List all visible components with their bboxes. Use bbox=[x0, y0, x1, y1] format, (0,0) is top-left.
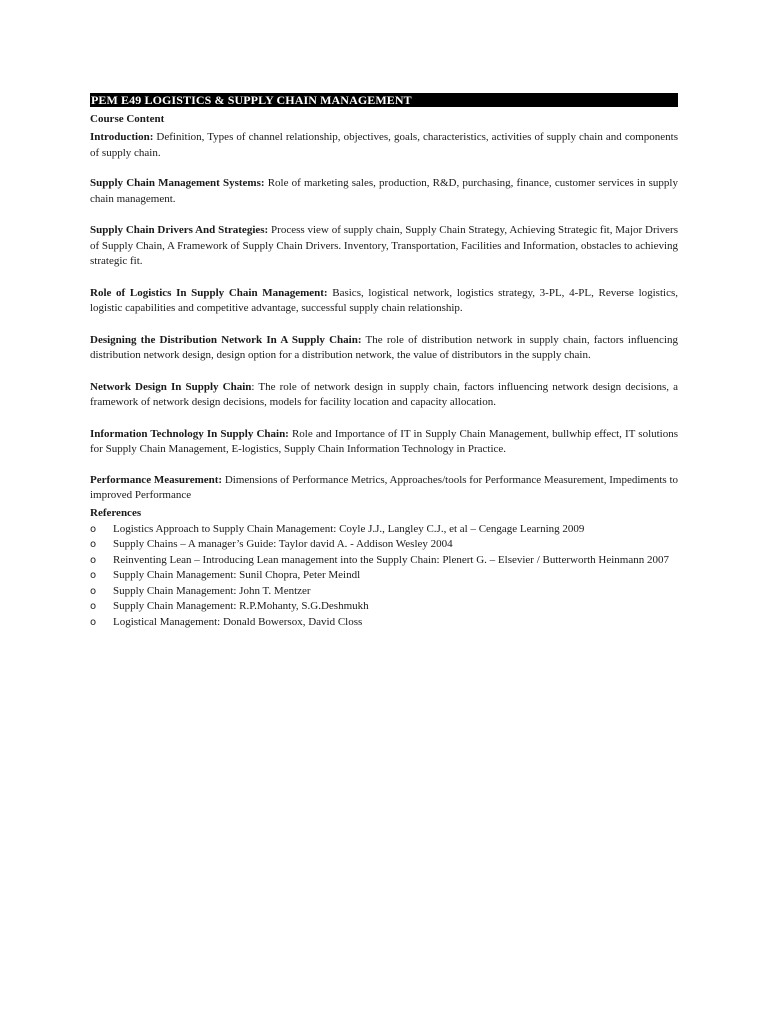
section-performance-measurement bbox=[90, 473, 678, 504]
bullet-icon: o bbox=[90, 539, 97, 550]
section-text: : The role of network design in supply chain, factors influencing network design decisions, a framework of network design decisions, models for facility location and capacity allocation. bbox=[90, 380, 679, 408]
document-page bbox=[90, 93, 678, 630]
reference-text: Logistics Approach to Supply Chain Management: Coyle J.J., Langley C.J., et al – Cengage Learning 2009 bbox=[113, 522, 585, 535]
section-drivers-strategies bbox=[90, 223, 678, 270]
bullet-icon: o bbox=[90, 616, 97, 628]
reference-item bbox=[90, 537, 678, 553]
reference-item bbox=[90, 584, 678, 600]
section-label: Performance Measurement: bbox=[90, 473, 223, 486]
reference-text: Logistical Management: Donald Bowersox, David Closs bbox=[113, 615, 363, 628]
reference-text: Supply Chain Management: R.P.Mohanty, S.G.Deshmukh bbox=[113, 600, 369, 612]
section-label: Network Design In Supply Chain bbox=[90, 380, 252, 393]
section-label: Designing the Distribution Network In A Supply Chain: bbox=[90, 333, 362, 346]
reference-item bbox=[90, 599, 678, 615]
section-role-of-logistics bbox=[90, 286, 678, 317]
reference-item bbox=[90, 522, 678, 538]
section-network-design bbox=[90, 380, 678, 411]
section-text: Role and Importance of IT in Supply Chain Management, bullwhip effect, IT solutions for Supply Chain Management, E-logistics, Supply Chain Information Technology in Practice. bbox=[90, 427, 679, 455]
bullet-icon: o bbox=[90, 601, 97, 612]
section-label: Introduction: bbox=[90, 131, 154, 143]
reference-item bbox=[90, 568, 678, 584]
references-heading: References bbox=[90, 506, 142, 519]
section-scm-systems bbox=[90, 176, 678, 207]
references-list bbox=[90, 522, 678, 631]
section-label: Information Technology In Supply Chain: bbox=[90, 427, 289, 440]
bullet-icon: o bbox=[90, 523, 97, 535]
section-introduction bbox=[90, 130, 678, 161]
section-text: Definition, Types of channel relationship, objectives, goals, characteristics, activities of supply chain and components of supply chain. bbox=[90, 131, 678, 159]
reference-text: Reinventing Lean – Introducing Lean management into the Supply Chain: Plenert G. – Elsevier / Butterworth Heinmann 2007 bbox=[113, 553, 669, 566]
bullet-icon: o bbox=[90, 585, 97, 597]
section-distribution-network bbox=[90, 333, 678, 364]
bullet-icon: o bbox=[90, 570, 97, 581]
section-text: Dimensions of Performance Metrics, Approaches/tools for Performance Measurement, Impediments to improved Performance bbox=[90, 473, 678, 501]
course-content-heading: Course Content bbox=[90, 113, 165, 125]
section-label: Role of Logistics In Supply Chain Management: bbox=[90, 286, 328, 299]
reference-text: Supply Chain Management: John T. Mentzer bbox=[113, 584, 311, 597]
reference-text: Supply Chain Management: Sunil Chopra, Peter Meindl bbox=[113, 569, 361, 581]
section-label: Supply Chain Management Systems: bbox=[90, 177, 265, 189]
section-text: The role of distribution network in supply chain, factors influencing distribution network design, design option for a distribution network, the value of distributors in the supply chain. bbox=[90, 333, 678, 361]
section-text: Basics, logistical network, logistics strategy, 3-PL, 4-PL, Reverse logistics, logistic capabilities and competitive advantage, successful supply chain relationship. bbox=[90, 286, 678, 314]
reference-item bbox=[90, 553, 678, 569]
reference-text: Supply Chains – A manager’s Guide: Taylor david A. - Addison Wesley 2004 bbox=[113, 538, 453, 550]
course-title-bar: PEM E49 LOGISTICS & SUPPLY CHAIN MANAGEMENT bbox=[90, 93, 678, 107]
section-information-technology bbox=[90, 427, 678, 458]
section-label: Supply Chain Drivers And Strategies: bbox=[90, 224, 269, 236]
section-text: Role of marketing sales, production, R&D, purchasing, finance, customer services in supply chain management. bbox=[90, 177, 678, 205]
bullet-icon: o bbox=[90, 554, 97, 566]
section-text: Process view of supply chain, Supply Chain Strategy, Achieving Strategic fit, Major Drivers of Supply Chain, A Framework of Supply Chain Drivers. Inventory, Transportation, Facilities and Information, obstacles to achieving strategic fit. bbox=[90, 224, 679, 267]
reference-item bbox=[90, 615, 678, 631]
